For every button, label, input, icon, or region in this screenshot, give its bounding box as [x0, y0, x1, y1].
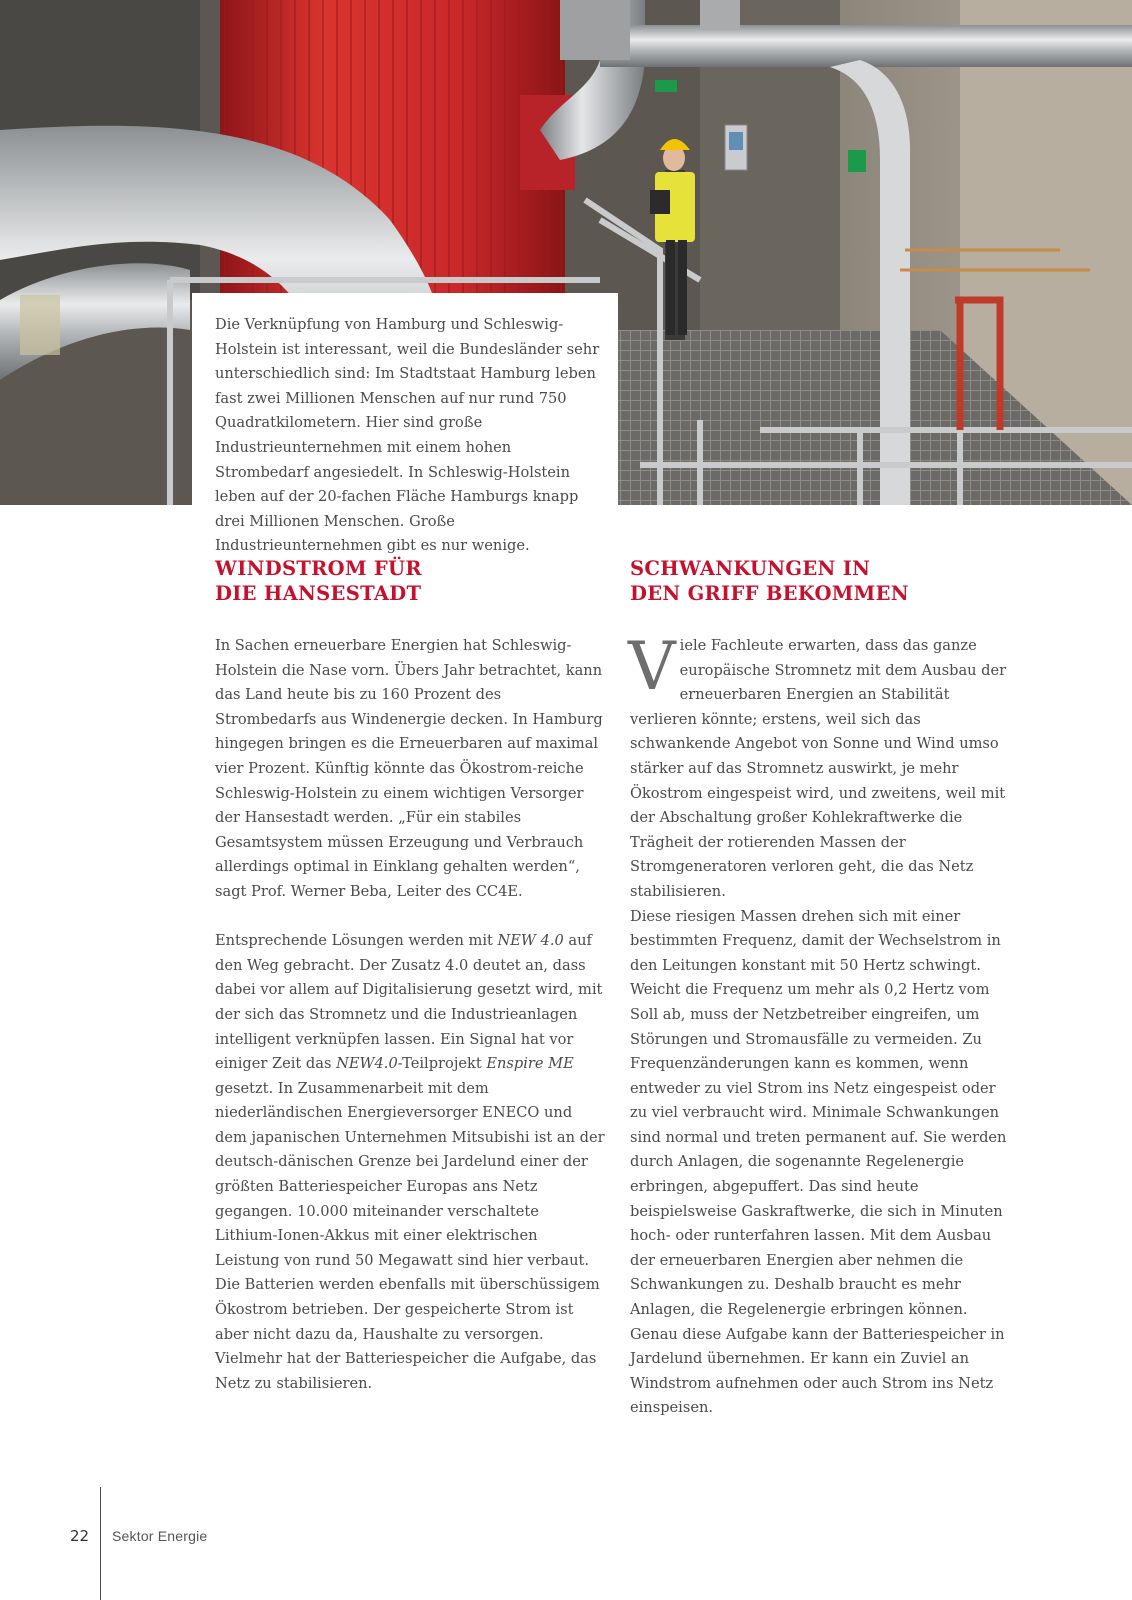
heading-line: SCHWANKUNGEN IN	[630, 557, 871, 580]
text-run: -Teilprojekt	[397, 1055, 487, 1073]
paragraph: Diese riesigen Massen drehen sich mit einer bestimmten Frequenz, damit der Wechselstrom in den Leitungen konstant mit 50 Hertz schwingt. Weicht die Frequenz um mehr als 0,2 Hertz vom Soll ab, muss der Netzbetreiber eingreifen, um Störungen und Stromausfälle zu vermeiden. Zu Frequenzänderungen kann es kommen, wenn entweder zu viel Strom ins Netz eingespeist oder zu viel verbraucht wird. Minimale Schwankungen sind normal und treten permanent auf. Sie werden durch Anlagen, die sogenannte Regelenergie erbringen, abgepuffert. Das sind heute beispielsweise Gaskraftwerke, die sich in Minuten hoch- oder runterfahren lassen. Mit dem Ausbau der erneuerbaren Energien aber nehmen die Schwankungen zu. Deshalb braucht es mehr Anlagen, die Regelenergie erbringen können. Genau diese Aufgabe kann der Batteriespeicher in Jardelund übernehmen. Er kann ein Zuviel an Windstrom aufnehmen oder auch Strom ins Netz einspeisen.	[630, 907, 1007, 1417]
text-run: Entsprechende Lösungen werden mit	[215, 932, 498, 950]
paragraph	[628, 628, 1015, 905]
paragraph: In Sachen erneuerbare Energien hat Schleswig-Holstein die Nase vorn. Übers Jahr betrachtet, kann das Land heute bis zu 160 Prozent des Strombedarfs aus Windenergie decken. In Hamburg hingegen bringen es die Erneuerbaren auf maximal vier Prozent. Künftig könnte das Ökostrom-reiche Schleswig-Holstein zu einem wichtigen Versorger der Hansestadt werden. „Für ein stabiles Gesamtsystem müssen Erzeugung und Verbrauch allerdings optimal in Einklang gehalten werden“, sagt Prof. Werner Beba, Leiter des CC4E.	[215, 637, 603, 900]
heading-windstrom	[215, 556, 605, 606]
paragraph	[215, 929, 605, 1396]
right-column	[628, 628, 1015, 1421]
heading-schwankungen	[630, 556, 1020, 606]
intro-text: Die Verknüpfung von Hamburg und Schleswig-Holstein ist interessant, weil die Bundesländer sehr unterschiedlich sind: Im Stadtstaat Hamburg leben fast zwei Millionen Menschen auf nur rund 750 Quadratkilometern. Hier sind große Industrieunternehmen mit einem hohen Strombedarf angesiedelt. In Schleswig-Holstein leben auf der 20-fachen Fläche Hamburgs knapp drei Millionen Menschen. Große Industrieunternehmen gibt es nur wenige.	[215, 316, 600, 555]
text-run: iele Fachleute erwarten, dass das ganze europäische Stromnetz mit dem Ausbau der erneuerbaren Energien an Stabilität verlieren könnte; erstens, weil sich das schwankende Angebot von Sonne und Wind umso stärker auf das Stromnetz auswirkt, je mehr Ökostrom eingespeist wird, und zweitens, weil mit der Abschaltung großer Kohlekraftwerke die Trägheit der rotierenden Massen der Stromgeneratoren verloren geht, die das Netz stabilisieren.	[630, 637, 1007, 900]
page-number: 22	[70, 1527, 90, 1545]
text-emphasis: Enspire ME	[486, 1055, 574, 1073]
heading-line: DIE HANSESTADT	[215, 582, 422, 605]
text-emphasis: NEW 4.0	[497, 932, 564, 950]
heading-line: WINDSTROM FÜR	[215, 557, 422, 580]
dropcap: V	[628, 628, 676, 705]
footer-divider	[100, 1487, 101, 1600]
heading-line: DEN GRIFF BEKOMMEN	[630, 582, 909, 605]
text-emphasis: NEW4.0	[336, 1055, 398, 1073]
text-run: auf den Weg gebracht. Der Zusatz 4.0 deutet an, dass dabei vor allem auf Digitalisierung gesetzt wird, mit der sich das Stromnetz und die Industrieanlagen intelligent verknüpfen lassen. Ein Signal hat vor einiger Zeit das	[215, 932, 603, 1073]
text-run: gesetzt. In Zusammenarbeit mit dem niederländischen Energieversorger ENECO und dem japanischen Unternehmen Mitsubishi ist an der deutsch-dänischen Grenze bei Jardelund einer der größten Batteriespeicher Europas ans Netz gegangen. 10.000 miteinander verschaltete Lithium-Ionen-Akkus mit einer elektrischen Leistung von rund 50 Megawatt sind hier verbaut. Die Batterien werden ebenfalls mit überschüssigem Ökostrom betrieben. Der gespeicherte Strom ist aber nicht dazu da, Haushalte zu versorgen. Vielmehr hat der Batteriespeicher die Aufgabe, das Netz zu stabilisieren.	[215, 1079, 605, 1392]
left-column	[215, 634, 605, 1396]
section-name: Sektor Energie	[112, 1528, 208, 1544]
